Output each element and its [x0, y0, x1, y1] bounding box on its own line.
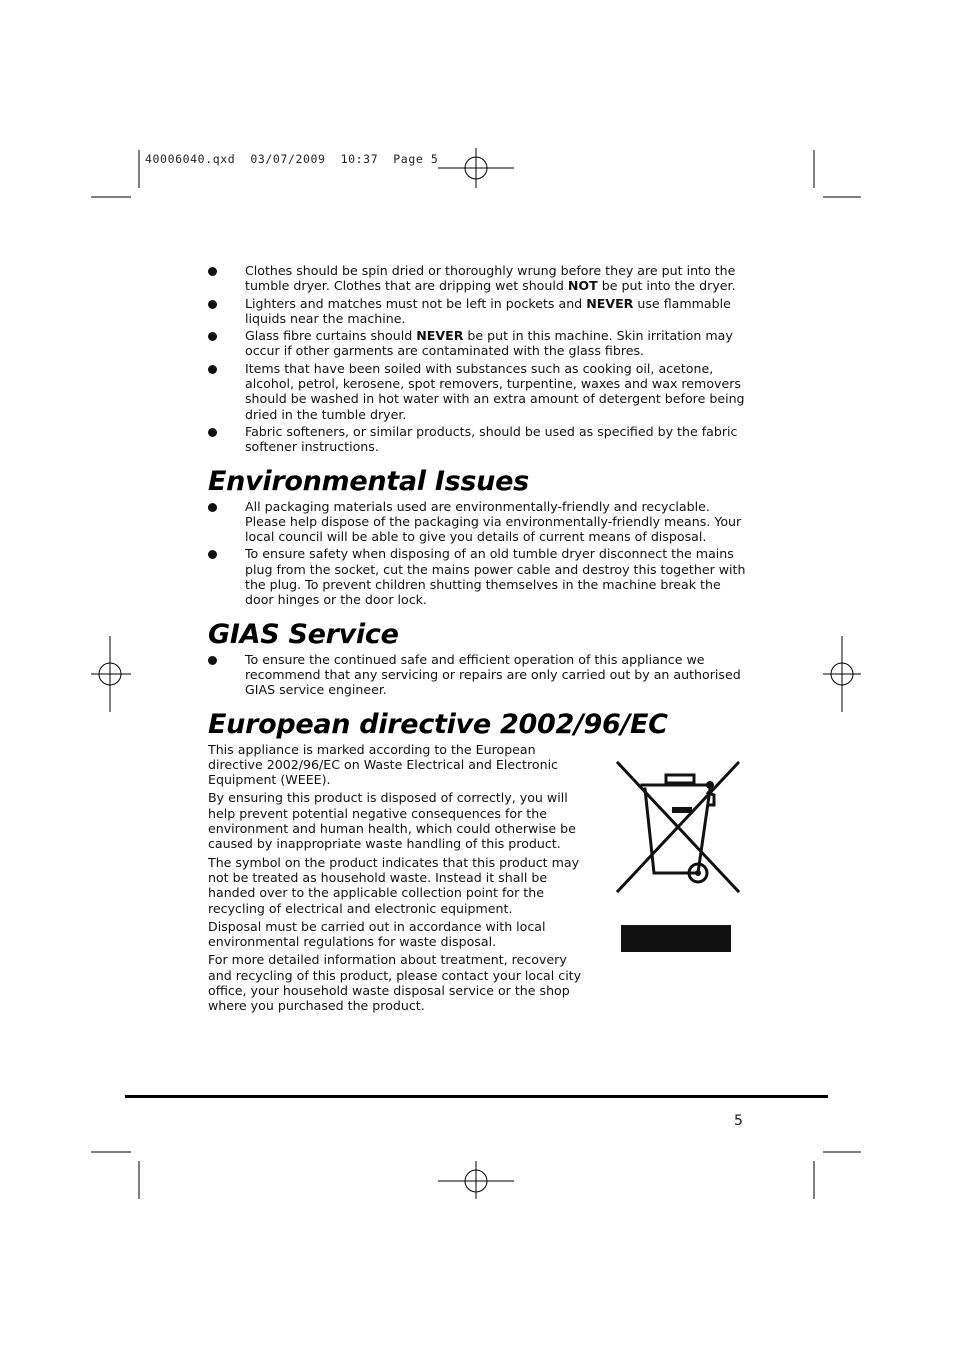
paragraph: By ensuring this product is disposed of correctly, you will help prevent potential negative consequences for the environment and human health, which could otherwise be caused by inappropriate waste handling of this product. [208, 790, 576, 852]
list-item: Clothes should be spin dried or thoroughly wrung before they are put into the tumble dryer. Clothes that are dripping wet should NOT be put into the dryer. [208, 263, 753, 294]
paragraph: Disposal must be carried out in accordance with local environmental regulations for waste disposal. [208, 918, 546, 950]
print-slug: 40006040.qxd 03/07/2009 10:37 Page 5 [145, 152, 439, 166]
weee-text-block [208, 742, 586, 1014]
page-number: 5 [734, 1113, 743, 1129]
environmental-bullet-list [208, 499, 753, 608]
paragraph: This appliance is marked according to the European directive 2002/96/EC on Waste Electrical and Electronic Equipment (WEEE). [208, 741, 558, 788]
list-item: To ensure the continued safe and efficient operation of this appliance we recommend that any servicing or repairs are only carried out by an authorised GIAS service engineer. [208, 652, 753, 698]
list-item: Items that have been soiled with substances such as cooking oil, acetone, alcohol, petrol, kerosene, spot removers, turpentine, waxes and wax removers should be washed in hot water with an extra amount of detergent before being dried in the tumble dryer. [208, 361, 753, 422]
environmental-heading: Environmental Issues [208, 465, 529, 497]
weee-bin-icon [610, 755, 746, 955]
list-item: Glass fibre curtains should NEVER be put in this machine. Skin irritation may occur if other garments are contaminated with the glass fibres. [208, 328, 753, 359]
gias-bullet-list [208, 652, 753, 698]
list-item: Fabric softeners, or similar products, should be used as specified by the fabric softener instructions. [208, 424, 753, 455]
page-content [208, 263, 753, 1017]
footer-rule [125, 1095, 828, 1098]
european-directive-heading: European directive 2002/96/EC [208, 708, 668, 740]
intro-bullet-list [208, 263, 753, 455]
gias-heading: GIAS Service [208, 618, 399, 650]
list-item: To ensure safety when disposing of an old tumble dryer disconnect the mains plug from the socket, cut the mains power cable and destroy this together with the plug. To prevent children shutting themselves in the machine break the door hinges or the door lock. [208, 546, 753, 607]
paragraph: For more detailed information about treatment, recovery and recycling of this product, please contact your local city office, your household waste disposal service or the shop where you purchased the product. [208, 952, 582, 1014]
list-item: Lighters and matches must not be left in pockets and NEVER use flammable liquids near the machine. [208, 296, 753, 327]
list-item: All packaging materials used are environmentally-friendly and recyclable. Please help dispose of the packaging via environmentally-friendly means. Your local council will be able to give you details of current means of disposal. [208, 499, 753, 545]
paragraph: The symbol on the product indicates that this product may not be treated as household waste. Instead it shall be handed over to the applicable collection point for the recycling of electrical and electronic equipment. [208, 854, 580, 916]
